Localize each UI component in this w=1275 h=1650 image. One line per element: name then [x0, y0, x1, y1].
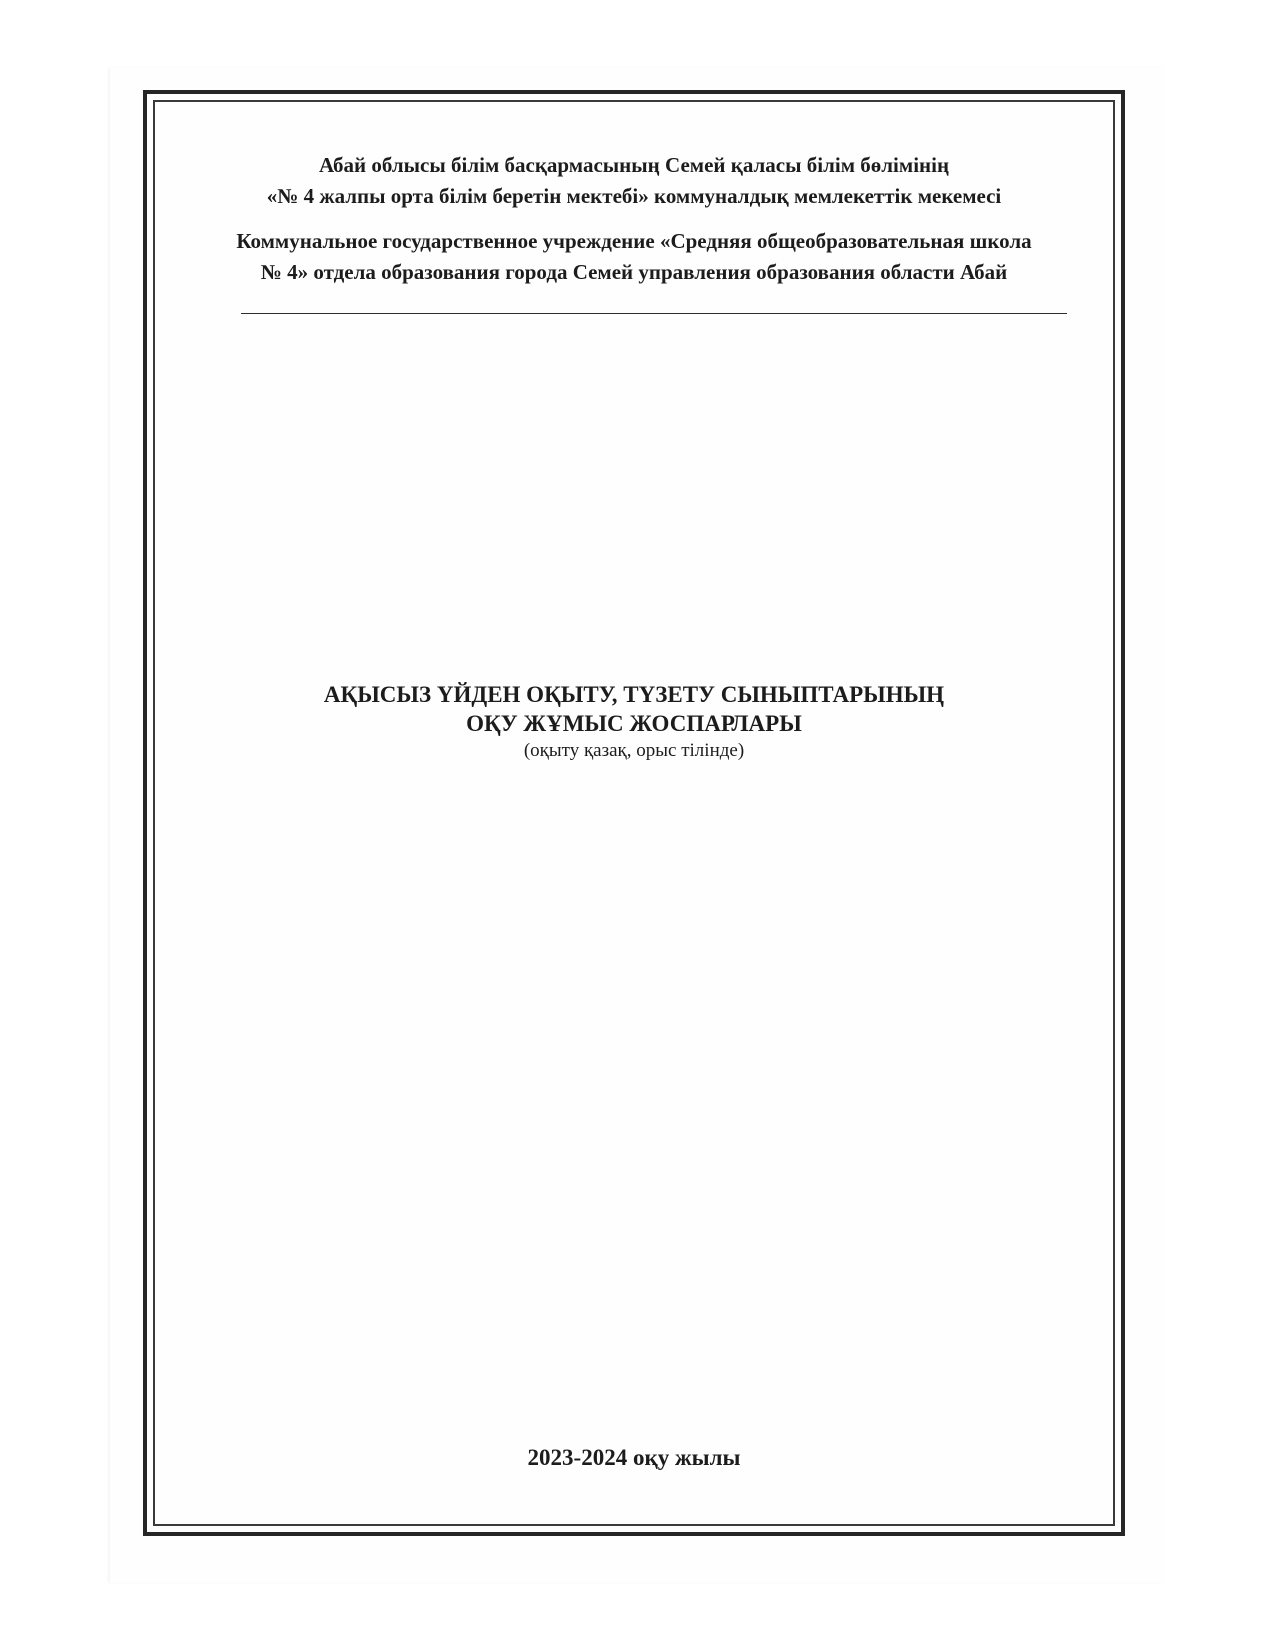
- header-kazakh: [185, 150, 1083, 212]
- header-russian-line-1: Коммунальное государственное учреждение «Средняя общеобразовательная школа: [236, 229, 1032, 253]
- header-russian: [185, 226, 1083, 288]
- header-kazakh-line-2: «№ 4 жалпы орта білім беретін мектебі» коммуналдық мемлекеттік мекемесі: [266, 184, 1002, 208]
- header-kazakh-line-1: Абай облысы білім басқармасының Семей қаласы білім бөлімінің: [318, 153, 950, 177]
- title-line-2: ОҚУ ЖҰМЫС ЖОСПАРЛАРЫ: [466, 711, 802, 736]
- title-line-1: АҚЫСЫЗ ҮЙДЕН ОҚЫТУ, ТҮЗЕТУ СЫНЫПТАРЫНЫҢ: [323, 682, 945, 707]
- header-divider: [241, 313, 1067, 314]
- page-border-outer: [143, 90, 1125, 1536]
- academic-year: 2023-2024 оқу жылы: [527, 1445, 741, 1470]
- title-subtitle: (оқыту қазақ, орыс тілінде): [523, 740, 745, 761]
- document-title: [185, 680, 1083, 764]
- header-russian-line-2: № 4» отдела образования города Семей управления образования области Абай: [260, 260, 1008, 284]
- page-border-inner: [153, 100, 1115, 1526]
